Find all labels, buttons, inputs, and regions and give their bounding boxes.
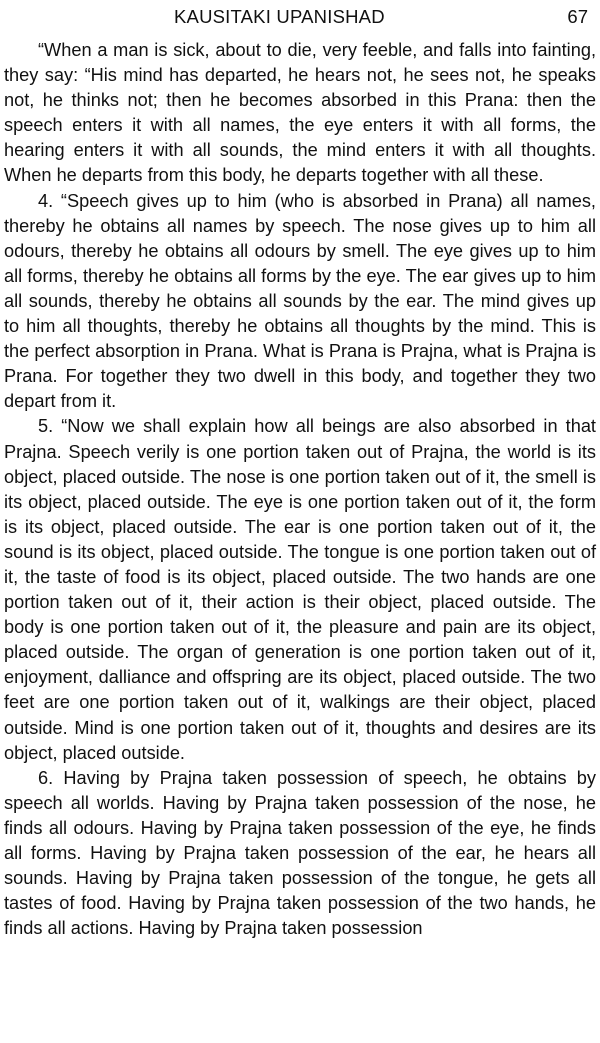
paragraph-verse-6: 6. Having by Prajna taken possession of speech, he obtains by speech all worlds. Having by Prajna taken possession of the nose, he finds all odours. Having by Prajna taken possession of the eye, he finds all forms. Having by Prajna taken possession of the ear, he hears all sounds. Having by Prajna taken possession of the tongue, he gets all tastes of food. Having by Prajna taken possession of the two hands, he finds all actions. Having by Prajna taken possession [4,767,596,939]
running-title: KAUSITAKI UPANISHAD [174,6,385,27]
body-text [4,38,596,941]
running-header [4,4,596,30]
paragraph-verse-5: 5. “Now we shall explain how all beings are also absorbed in that Prajna. Speech verily is one portion taken out of Prajna, the world is its object, placed outside. The nose is one portion taken out of it, the smell is its object, placed outside. The eye is one portion taken out of it, the form is its object, placed outside. The ear is one portion taken out of it, the sound is its object, placed outside. The tongue is one portion taken out of it, the taste of food is its object, placed outside. The two hands are one portion taken out of it, their action is their object, placed outside. The body is one portion taken out of it, the pleasure and pain are its object, placed outside. The organ of generation is one portion taken out of it, enjoyment, dalliance and offspring are its object, placed outside. The two feet are one portion taken out of it, walkings are their object, placed outside. Mind is one portion taken out of it, thoughts and desires are its object, placed outside. [4,416,596,763]
paragraph-continuation: “When a man is sick, about to die, very feeble, and falls into fainting, they say: “His mind has departed, he hears not, he sees not, he speaks not, he thinks not; then he becomes absorbed in this Prana: then the speech enters it with all names, the eye enters it with all forms, the hearing enters it with all sounds, the mind enters it with all thoughts. When he departs from this body, he departs together with all these. [4,40,596,186]
paragraph-verse-4: 4. “Speech gives up to him (who is absorbed in Prana) all names, thereby he obtains all names by speech. The nose gives up to him all odours, thereby he obtains all odours by smell. The eye gives up to him all forms, thereby he obtains all forms by the eye. The ear gives up to him all sounds, thereby he obtains all sounds by the ear. The mind gives up to him all thoughts, thereby he obtains all thoughts by the mind. This is the perfect absorption in Prana. What is Prana is Prajna, what is Prajna is Prana. For together they two dwell in this body, and together they two depart from it. [4,190,596,412]
page-number: 67 [567,6,588,27]
